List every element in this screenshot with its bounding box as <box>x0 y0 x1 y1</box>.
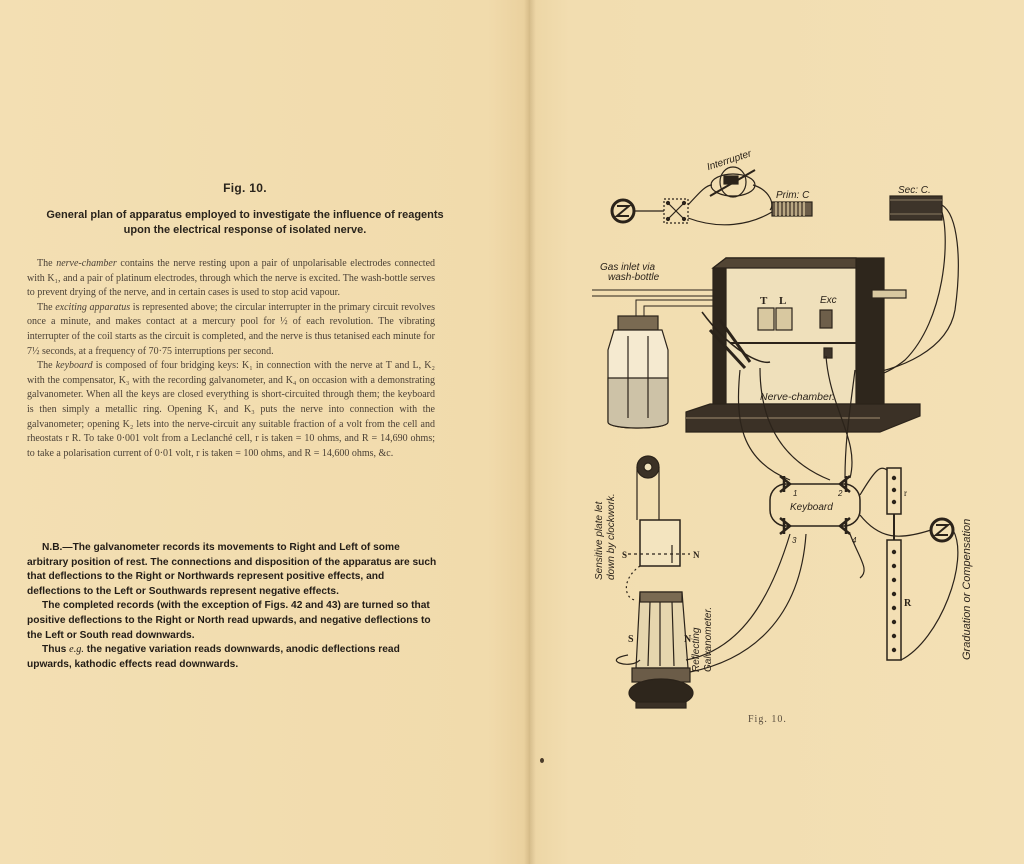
rheostat-big-r <box>887 540 901 660</box>
label-k2: 2 <box>838 489 843 498</box>
label-sec-coil: Sec: C. <box>898 185 931 196</box>
label-graduation: Graduation or Compensation <box>961 518 973 660</box>
label-plate-line1: Sensitive plate let <box>594 501 605 580</box>
label-gas-inlet-line1: Gas inlet via <box>600 262 656 273</box>
figure-title: General plan of apparatus employed to investigate the influence of reagents upon the electrical response of isolated nerve. <box>46 209 444 236</box>
label-n-plate: N <box>693 550 700 560</box>
label-l: L <box>779 295 787 307</box>
label-n-galv: N <box>684 634 692 645</box>
note-nb: N.B.—The galvanometer records its movements to Right and Left of some arbitrary position of rest. The connections and disposition of the apparatus are such that deflections to the Right or Northwards represent positive effects, and deflections to the Left or Southwards represent negative effects. <box>27 542 437 597</box>
reflecting-galvanometer <box>629 592 693 708</box>
label-galv-line1: Reflecting <box>691 627 702 672</box>
galvanometer-symbol-top <box>612 200 634 222</box>
paper-speck <box>540 758 544 763</box>
switch-box <box>664 199 688 223</box>
label-gas-inlet-line2: wash-bottle <box>608 272 660 283</box>
paragraph-exciting-apparatus: The exciting apparatus is represented above; the circular interrupter in the primary circuit revolves once a minute, and makes contact at a mercury pool for ½ of each revolution. The vibrating interrupter of the coil starts as the circuit is completed, and the nerve is thus tetanised each minute for 7½ seconds, at a frequency of 70·75 interruptions per second. <box>27 301 435 357</box>
label-t: T <box>760 295 768 307</box>
wash-bottle <box>608 316 668 428</box>
interrupter-wheel <box>710 167 755 197</box>
label-k4: 4 <box>852 536 857 545</box>
note-thus: Thus e.g. the negative variation reads downwards, anodic deflections read upwards, kathodic effects read downwards. <box>27 644 400 670</box>
label-k3: 3 <box>792 536 797 545</box>
label-small-r: r <box>904 488 907 498</box>
label-exc: Exc <box>820 295 837 306</box>
label-keyboard: Keyboard <box>790 502 833 513</box>
label-nerve-chamber: Nerve-chamber. <box>760 391 835 403</box>
leclanche-cell-symbol <box>931 519 953 541</box>
label-galv-line2: Galvanometer. <box>703 606 714 672</box>
label-s-galv: S <box>628 634 634 645</box>
note-completed-records: The completed records (with the exception of Figs. 42 and 43) are turned so that positive deflections to the Right or North read upwards, and negative deflections to the Left or South read downwards. <box>27 600 431 641</box>
label-big-r: R <box>904 598 912 609</box>
rheostat-r <box>887 468 901 514</box>
clockwork-pulley <box>637 456 659 478</box>
figure-caption: Fig. 10. <box>748 714 787 725</box>
label-prim-coil: Prim: C <box>776 190 810 201</box>
primary-coil <box>772 202 812 216</box>
figure-label: Fig. 10. <box>223 181 267 195</box>
label-k1: 1 <box>793 489 798 498</box>
label-interrupter: Interrupter <box>705 148 753 174</box>
paragraph-nerve-chamber: The nerve-chamber contains the nerve resting upon a pair of unpolarisable electrodes connected with K₁, and a pair of platinum electrodes, through which the nerve is excited. The wash-bottle serves to prevent drying of the nerve, and in certain cases is used to stop acid vapour. <box>27 258 436 299</box>
label-plate-line2: down by clockwork. <box>606 493 617 580</box>
label-s-plate: S <box>622 550 628 560</box>
secondary-coil <box>890 196 942 220</box>
paragraph-keyboard: The keyboard is composed of four bridging keys: K₁ in connection with the nerve at T and L, K₂ with the compensator, K₃ with the recording galvanometer, and K₄ on occasion with a demonstrating galvanometer. When all the keys are closed everything is short-circuited through them; the keyboard is then simply a metallic ring. Opening K₁ and K₃ puts the nerve into connection with the galvanometer; opening K₂ lets into the nerve-circuit any suitable fraction of a volt from the cell and rheostats r R. To take 0·001 volt from a Leclanché cell, r is taken = 10 ohms, and R = 14,690 ohms; to take a polarisation current of 0·01 volt, r is taken = 100 ohms, and R = 14,600 ohms, &c. <box>27 360 436 459</box>
